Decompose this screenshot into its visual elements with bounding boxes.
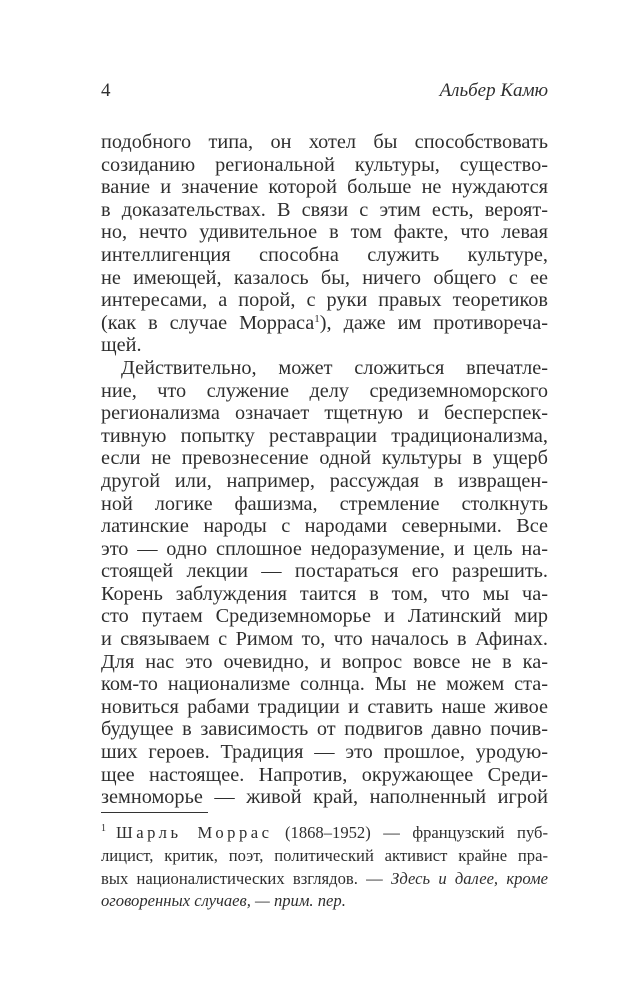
text-line: сто путаем Средиземноморье и Латинский мир [101,605,548,628]
text-line: земноморье — живой край, наполненный игрой [101,786,548,809]
paragraph-1 [101,131,548,357]
text-line: не имеющей, казалось бы, ничего общего с ее [101,266,548,289]
paragraph-2 [101,357,548,809]
text-line: Действительно, может сложиться впечатле- [121,356,548,379]
text-line: будущее в зависимость от подвигов давно почив- [101,718,548,741]
footnote-line: лицист, критик, поэт, политический активист крайне пра- [101,845,548,865]
footnote [101,822,548,913]
text-line: Корень заблуждения таится в том, что мы ча- [101,582,548,605]
body-text [101,131,548,809]
text-line: тивную попытку реставрации традиционализма, [101,424,548,447]
text-line: интересами, а порой, с руки правых теоретиков [101,289,548,312]
text-line: созиданию региональной культуры, существо- [101,153,548,176]
footnote-divider [101,812,208,813]
text-segment: ), даже им противореча- [319,311,548,334]
text-line: если не превознесение одной культуры в ущерб [101,447,548,470]
footnote-mark: 1 [101,823,106,834]
text-line: щей. [101,334,142,357]
text-line: новиться рабами традиции и ставить наше живое [101,695,548,718]
running-title-author: Альбер Камю [439,80,548,101]
text-segment: вых националистических взглядов. — [101,868,383,888]
text-line: стоящей лекции — постараться его разрешить. [101,560,548,583]
text-line: ших героев. Традиция — это прошлое, уродую- [101,741,548,764]
text-line: регионализма означает тщетную и бесперспек- [101,402,548,425]
text-line: и связываем с Римом то, что началось в Афинах. [101,628,548,651]
translator-note: Здесь и далее, кроме [390,868,549,888]
text-line: ние, что служение делу средиземноморского [101,379,548,402]
text-line: это — одно сплошное недоразумение, и цель на- [101,537,548,560]
footnote-line: оговоренных случаев, — прим. пер. [101,891,346,911]
text-line: ком-то национализме солнца. Мы не можем ста- [101,673,548,696]
footnote-line [101,822,548,845]
text-line: вание и значение которой больше не нуждаются [101,176,548,199]
footnote-reference[interactable]: 1 [314,312,320,325]
text-line: подобного типа, он хотел бы способствовать [101,131,548,153]
footnote-line [101,868,548,891]
text-line: Для нас это очевидно, и вопрос вовсе не в ка- [101,650,548,673]
text-line: щее настоящее. Напротив, окружающее Среди- [101,763,548,786]
text-line: интеллигенция способна служить культуре, [101,243,548,266]
text-segment: (1868–1952) — французский пуб- [285,823,548,842]
page-number: 4 [101,80,111,101]
text-segment: (как в случае Морраса [101,311,315,334]
running-header [101,80,548,106]
text-line: другой или, например, рассуждая в извращен- [101,469,548,492]
text-line: но, нечто удивительное в том факте, что левая [101,221,548,244]
footnote-person-name: Шарль Моррас [116,823,273,842]
text-line-with-footnote-ref [101,312,548,335]
text-line: в доказательствах. В связи с этим есть, вероят- [101,198,548,221]
text-line: ной логике фашизма, стремление столкнуть [101,492,548,515]
text-line: латинские народы с народами северными. Все [101,515,548,538]
